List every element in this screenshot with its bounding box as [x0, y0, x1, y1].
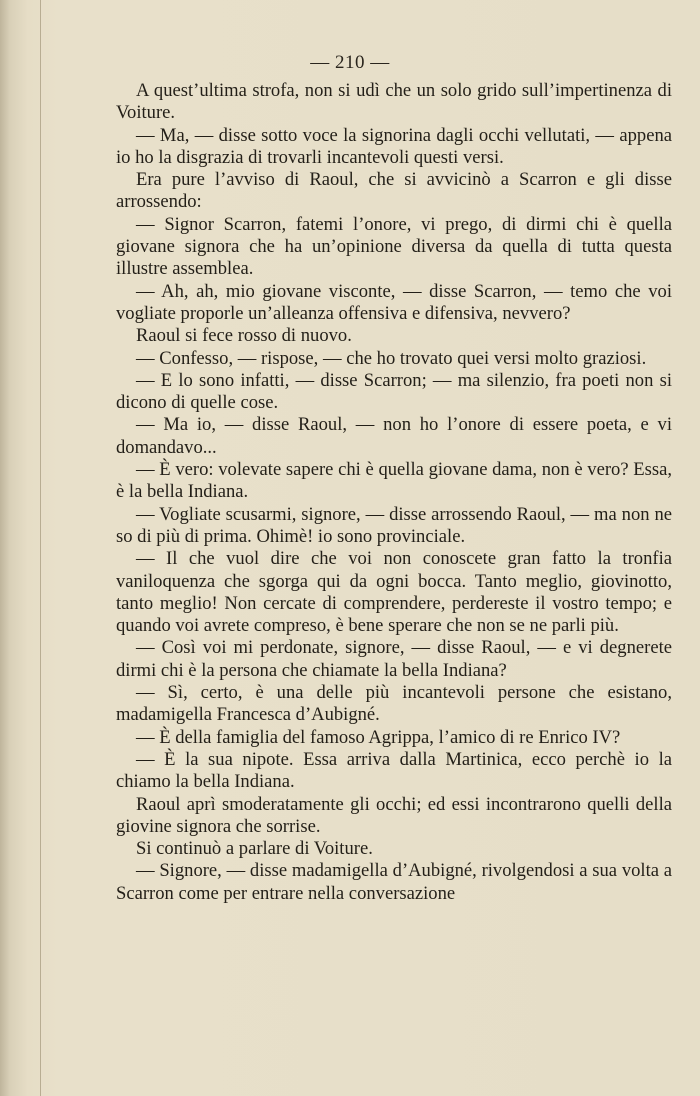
- body-text: [116, 80, 672, 905]
- paragraph-19: — Signore, — disse madamigella d’Aubigné, rivolgendosi a sua volta a Scarron come per entrare nella conversazione: [116, 860, 672, 904]
- paragraph-5: — Ah, ah, mio giovane visconte, — disse Scarron, — temo che voi vogliate proporle un’alleanza offensiva e difensiva, nevvero?: [116, 280, 672, 324]
- paragraph-1: A quest’ultima strofa, non si udì che un solo grido sull’impertinenza di Voiture.: [116, 80, 672, 124]
- paragraph-15: — È della famiglia del famoso Agrippa, l’amico di re Enrico IV?: [136, 726, 621, 748]
- paragraph-14: — Sì, certo, è una delle più incantevoli persone che esistano, madamigella Francesca d’Aubigné.: [116, 682, 672, 726]
- paragraph-8: — E lo sono infatti, — disse Scarron; — ma silenzio, fra poeti non si dicono di quelle cose.: [116, 369, 672, 414]
- paragraph-10: — È vero: volevate sapere chi è quella giovane dama, non è vero? Essa, è la bella Indiana.: [116, 459, 672, 503]
- paragraph-13: — Così voi mi perdonate, signore, — disse Raoul, — e vi degnerete dirmi chi è la persona che chiamate la bella Indiana?: [116, 637, 672, 681]
- page-number: — 210 —: [310, 52, 390, 73]
- paragraph-9: — Ma io, — disse Raoul, — non ho l’onore di essere poeta, e vi domandavo...: [116, 414, 672, 458]
- paragraph-2: — Ma, — disse sotto voce la signorina dagli occhi vellutati, — appena io ho la disgrazia di trovarli incantevoli questi versi.: [116, 124, 672, 168]
- binding-gutter-line: [40, 0, 41, 1096]
- paragraph-16: — È la sua nipote. Essa arriva dalla Martinica, ecco perchè io la chiamo la bella Indiana.: [116, 748, 672, 793]
- paragraph-17: Raoul aprì smoderatamente gli occhi; ed essi incontrarono quelli della giovine signora che sorrise.: [116, 793, 672, 837]
- paragraph-6: Raoul si fece rosso di nuovo.: [136, 325, 352, 347]
- paragraph-11: — Vogliate scusarmi, signore, — disse arrossendo Raoul, — ma non ne so di più di prima. Ohimè! io sono provinciale.: [116, 503, 672, 547]
- paragraph-18: Si continuò a parlare di Voiture.: [136, 838, 373, 860]
- paragraph-3: Era pure l’avviso di Raoul, che si avvicinò a Scarron e gli disse arrossendo:: [116, 169, 672, 213]
- paragraph-12: — Il che vuol dire che voi non conoscete gran fatto la tronfia vaniloquenza che sgorga qui da ogni bocca. Tanto meglio, giovinotto, tanto meglio! Non cercate di comprendere, perdereste il vostro tempo; e quando voi avrete compreso, è bene sperare che non se ne parli più.: [116, 548, 672, 637]
- paragraph-7: — Confesso, — rispose, — che ho trovato quei versi molto graziosi.: [136, 347, 647, 369]
- paragraph-4: — Signor Scarron, fatemi l’onore, vi prego, di dirmi chi è quella giovane signora che ha un’opinione diversa da quella di tutta questa illustre assemblea.: [116, 213, 672, 280]
